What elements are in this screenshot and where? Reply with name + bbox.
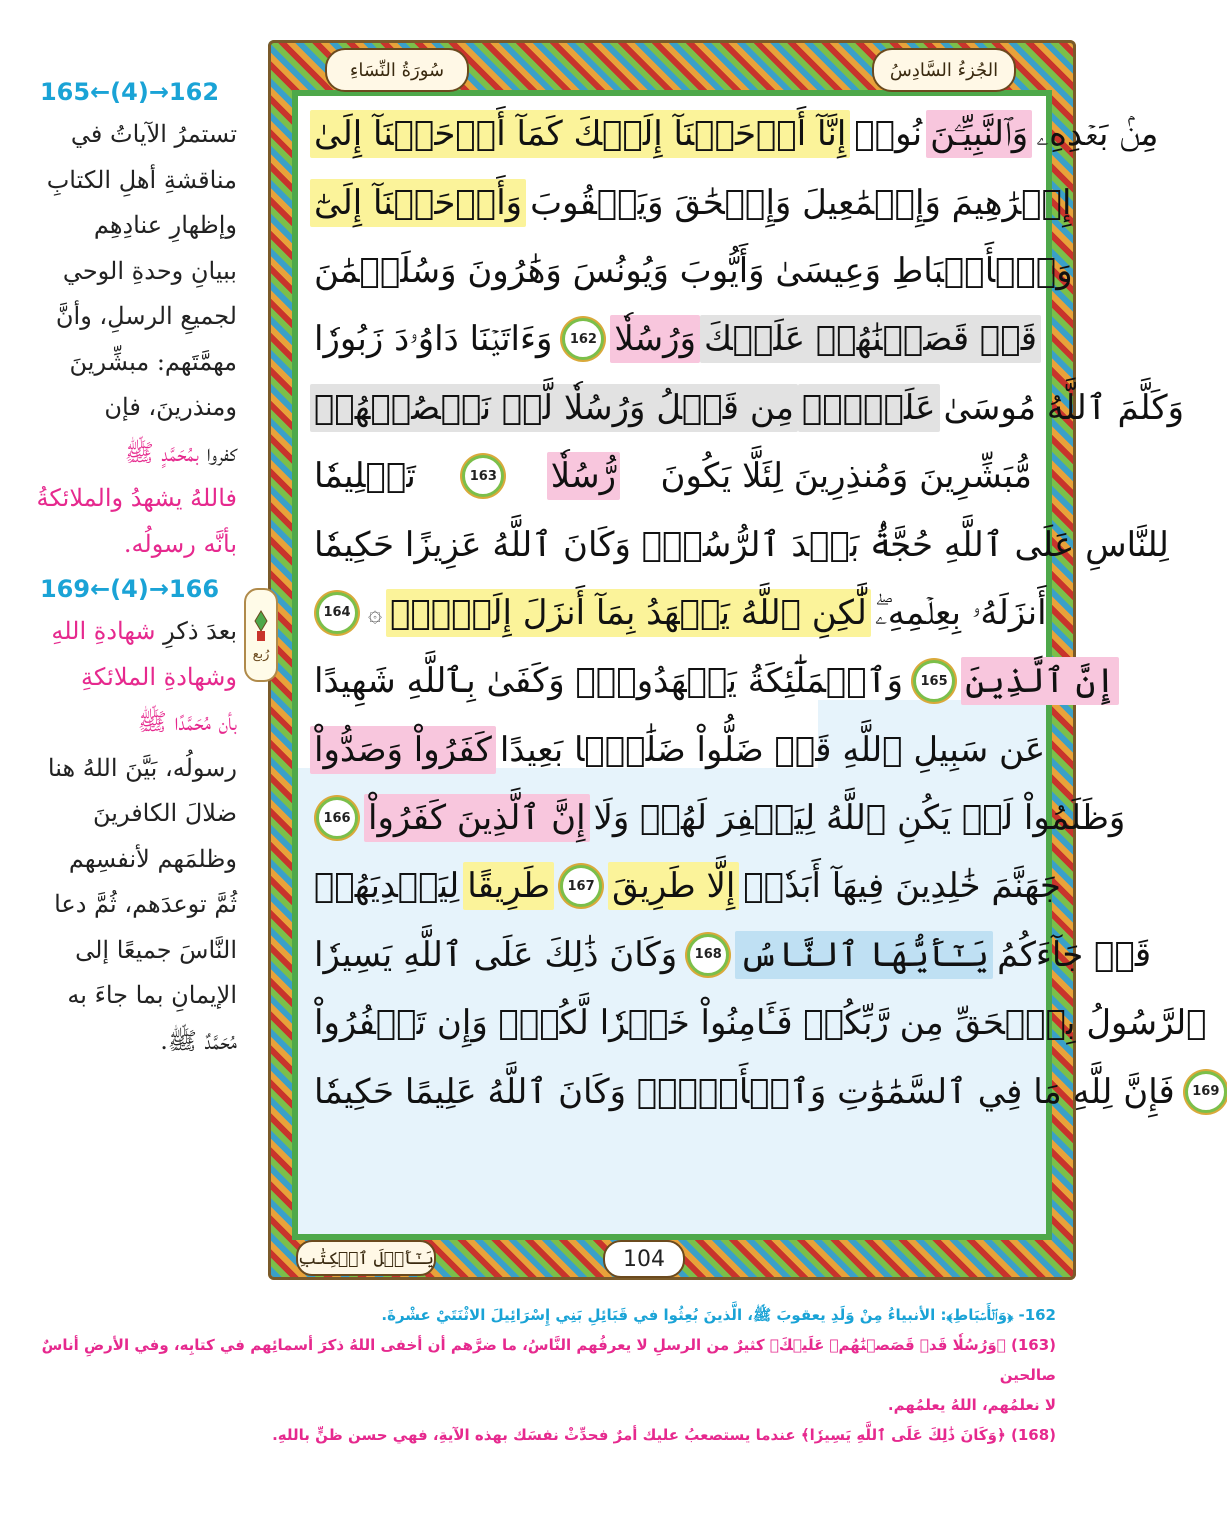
verse-segment: قَدۡ جَآءَكُمُ (997, 934, 1152, 975)
verse-segment: وَكَلَّمَ ٱللَّهُ مُوسَىٰ (943, 387, 1184, 428)
ayah-marker-168: 168 (687, 934, 729, 976)
verse-segment: مِنۢ بَعۡدِهِۦ (1036, 114, 1159, 155)
quran-line-11 (310, 784, 1126, 852)
note-line: الإيمانِ بما جاءَ به (67, 981, 237, 1009)
verse-segment: نُوحٖ (854, 114, 923, 155)
ayah-marker-166: 166 (316, 797, 358, 839)
ayah-marker-165: 165 (913, 660, 955, 702)
ayah-marker-169: 169 (1185, 1071, 1227, 1113)
quran-line-15 (310, 1057, 1220, 1125)
ayah-marker-167: 167 (560, 865, 602, 907)
note-line (22, 609, 237, 655)
verse-segment: وَٱلنَّبِيِّـۧنَ (926, 110, 1032, 158)
verse-segment: جَهَنَّمَ خَٰلِدِينَ فِيهَآ أَبَدٗاۚ (743, 866, 1061, 907)
verse-segment: طَرِيقًا (463, 862, 554, 910)
note-line: وإظهارِ عنادِهِم (93, 211, 237, 239)
ayah-marker-163: 163 (462, 455, 504, 497)
verse-segment: وَٱلۡأَسۡبَاطِ وَعِيسَىٰ وَأَيُّوبَ وَيُونُسَ وَهَٰرُونَ وَسُلَيۡمَٰنَ (314, 250, 1073, 291)
verse-segment: وَٱلۡمَلَٰٓئِكَةُ يَشۡهَدُونَۚ وَكَفَىٰ بِٱللَّهِ شَهِيدًا (314, 661, 904, 702)
quran-line-12 (310, 852, 1061, 920)
ayah-range-1: 165←(4)→162 (39, 78, 220, 106)
quran-line-9 (310, 647, 1116, 715)
tafsir-note-1 (22, 112, 237, 567)
note-line: مُحَمَّدٌ ﷺ. (160, 1026, 237, 1055)
quran-line-3 (310, 237, 1073, 305)
surah-title: سُورَةُ النِّسَاءِ (325, 48, 469, 92)
verse-segment: وَظَلَمُواْ لَمۡ يَكُنِ ٱللَّهُ لِيَغۡفِرَ لَهُمۡ وَلَا (593, 798, 1126, 839)
verse-segment: لِيَهۡدِيَهُمۡ (314, 866, 460, 907)
verse-segment: لِلنَّاسِ عَلَى ٱللَّهِ حُجَّةُۢ بَعۡدَ ٱلرُّسُلِۚ وَكَانَ ٱللَّهُ عَزِيزًا حَكِيمٗا (314, 524, 1169, 565)
quran-text (310, 100, 1220, 1126)
note-line (22, 431, 237, 477)
verse-segment: إِنَّ ٱلَّذِينَ كَفَرُواْ (364, 794, 590, 842)
footnote-162: 162- ﴿وَٱلۡأَسۡبَاطِ﴾: الأنبياءُ مِنْ وَلَدِ يعقوبَ ﷺ، الَّذينَ بُعِثُوا في قَبَائِلِ بَنِي إِسْرَائِيلَ الاثْنَتَيْ عشْرةَ. (381, 1306, 1056, 1324)
quran-line-14 (310, 989, 1207, 1057)
verse-segment: وَأَوۡحَيۡنَآ إِلَىٰٓ (310, 179, 526, 227)
footnote-163: (163) ﴿وَرُسُلٗا قَدۡ قَصَصۡنَٰهُمۡ عَلَيۡكَ﴾ كثيرٌ من الرسلِ لا يعرفُهم النَّاسُ، ما ضرَّهم أن أخفى اللهُ ذكرَ أسمائِهم في كتابِه، وفي الأرضِ أناسٌ صالحين (41, 1336, 1056, 1384)
verse-segment: وَءَاتَيۡنَا دَاوُۥدَ زَبُورٗا (314, 319, 553, 360)
rub-star-icon: ۞ (368, 598, 383, 627)
page-number: 104 (603, 1240, 685, 1278)
tafsir-note-2 (22, 609, 237, 1064)
ayah-marker-162: 162 (562, 318, 604, 360)
note-text: بعدَ ذكرِ (155, 617, 237, 645)
verse-segment: إِلَّا طَرِيقَ (608, 862, 739, 910)
footnote-163-cont: لا نعلمُهم، اللهُ يعلمُهم. (887, 1396, 1056, 1414)
verse-segment: مُّبَشِّرِينَ وَمُنذِرِينَ لِئَلَّا يَكُونَ (660, 456, 1032, 497)
note-highlight: بمُحَمَّدٍ ﷺ (124, 438, 199, 467)
verse-segment: إِبۡرَٰهِيمَ وَإِسۡمَٰعِيلَ وَإِسۡحَٰقَ وَيَعۡقُوبَ (530, 182, 1072, 223)
note-line: رسولُه، بَيَّنَ اللهُ هنا (47, 753, 237, 782)
note-line-highlight: بأن مُحَمَّدًا ﷺ (137, 708, 237, 736)
juz-title: الجُزءُ السَّادِسُ (872, 48, 1016, 92)
verse-segment: فَإِنَّ لِلَّهِ مَا فِي ٱلسَّمَٰوَٰتِ وَٱلۡأَرۡضِۚ وَكَانَ ٱللَّهُ عَلِيمًا حَكِيمٗا (314, 1071, 1175, 1112)
verse-segment: إِنَّ ٱلَّذِينَ (961, 657, 1119, 705)
note-line: مهمَّتَهم: مبشِّرينَ (69, 347, 237, 376)
quran-line-5 (310, 374, 1184, 442)
note-line-highlight: وشهادةِ الملائكةِ (81, 662, 237, 691)
verse-segment: وَرُسُلٗا (610, 315, 700, 363)
quran-line-13 (310, 921, 1152, 989)
verse-segment: يَـٰٓأَيُّهَا ٱلنَّاسُ (735, 931, 993, 979)
note-line: النَّاسَ جميعًا إلى (75, 935, 237, 964)
rub-label: رُبع (252, 646, 270, 662)
verse-segment: رُّسُلٗا (547, 452, 620, 500)
rub-ornament-icon (253, 609, 269, 643)
note-line: ثُمَّ توعدَهم، ثُمَّ دعا (54, 890, 237, 918)
verse-segment: تَكۡلِيمٗا (314, 456, 416, 497)
quran-line-2 (310, 168, 1072, 236)
quran-line-4 (310, 305, 1036, 373)
ayah-marker-164: 164 (316, 592, 358, 634)
catchword: يَـٰٓأَهۡلَ ٱلۡكِتَٰبِ (296, 1240, 436, 1276)
note-text: كفروا (198, 438, 237, 467)
footnote-168: (168) ﴿وَكَانَ ذَٰلِكَ عَلَى ٱللَّهِ يَسِيرٗا﴾ عندما يستصعبُ عليك أمرٌ فحدِّثْ نفسَك بهذه الآيةِ، فهي حسن ظنٍّ باللهِ. (272, 1426, 1056, 1444)
note-line: وظلمَهم لأنفسِهم (68, 844, 237, 873)
verse-segment: مِن قَبۡلُ وَرُسُلٗا لَّمۡ نَقۡصُصۡهُمۡ (310, 384, 798, 432)
verse-segment: لَّٰكِنِ ٱللَّهُ يَشۡهَدُ بِمَآ أَنزَلَ إِلَيۡكَۖ (386, 589, 871, 637)
note-line: ببيانِ وحدةِ الوحي (62, 256, 237, 285)
verse-segment: ٱلرَّسُولُ بِٱلۡحَقِّ مِن رَّبِّكُمۡ فَـَٔامِنُواْ خَيۡرٗا لَّكُمۡۚ وَإِن تَكۡفُرُواْ (314, 1003, 1207, 1044)
verse-segment: إِنَّآ أَوۡحَيۡنَآ إِلَيۡكَ كَمَآ أَوۡحَيۡنَآ إِلَىٰ (310, 110, 850, 158)
note-line: تستمرُ الآياتُ في (70, 120, 237, 148)
quran-line-10 (310, 716, 1046, 784)
verse-segment: عَلَيۡكَۚ (798, 384, 940, 432)
note-line: مناقشةِ أهلِ الكتابِ (46, 165, 237, 194)
verse-segment: أَنزَلَهُۥ بِعِلۡمِهِۦۖ (874, 592, 1047, 633)
verse-segment: عَن سَبِيلِ ٱللَّهِ قَدۡ ضَلُّواْ ضَلَٰلَۢا بَعِيدًا (499, 729, 1046, 770)
note-highlight: شهادةِ اللهِ (51, 617, 156, 645)
tafsir-sidebar (22, 70, 237, 1064)
verse-segment: وَكَانَ ذَٰلِكَ عَلَى ٱللَّهِ يَسِيرٗا (314, 934, 678, 975)
rub-marker (244, 588, 278, 682)
footnotes (40, 1300, 1056, 1450)
quran-line-1 (310, 100, 1159, 168)
note-line-highlight: فاللهُ يشهدُ والملائكةُ (36, 484, 237, 512)
ayah-range-2: 169←(4)→166 (39, 575, 220, 603)
quran-line-8 (310, 579, 1047, 647)
quran-line-6 (310, 442, 1036, 510)
note-line: ومنذرينَ، فإن (104, 393, 237, 421)
note-line: لجميعِ الرسلِ، وأنَّ (55, 302, 237, 330)
note-line: ضلالَ الكافرينَ (93, 799, 237, 827)
quran-line-7 (310, 510, 1169, 578)
note-line-highlight: بأنَّه رسولُه. (123, 529, 237, 558)
verse-segment: قَدۡ قَصَصۡنَٰهُمۡ عَلَيۡكَ (700, 315, 1041, 363)
verse-segment: كَفَرُواْ وَصَدُّواْ (310, 726, 496, 774)
